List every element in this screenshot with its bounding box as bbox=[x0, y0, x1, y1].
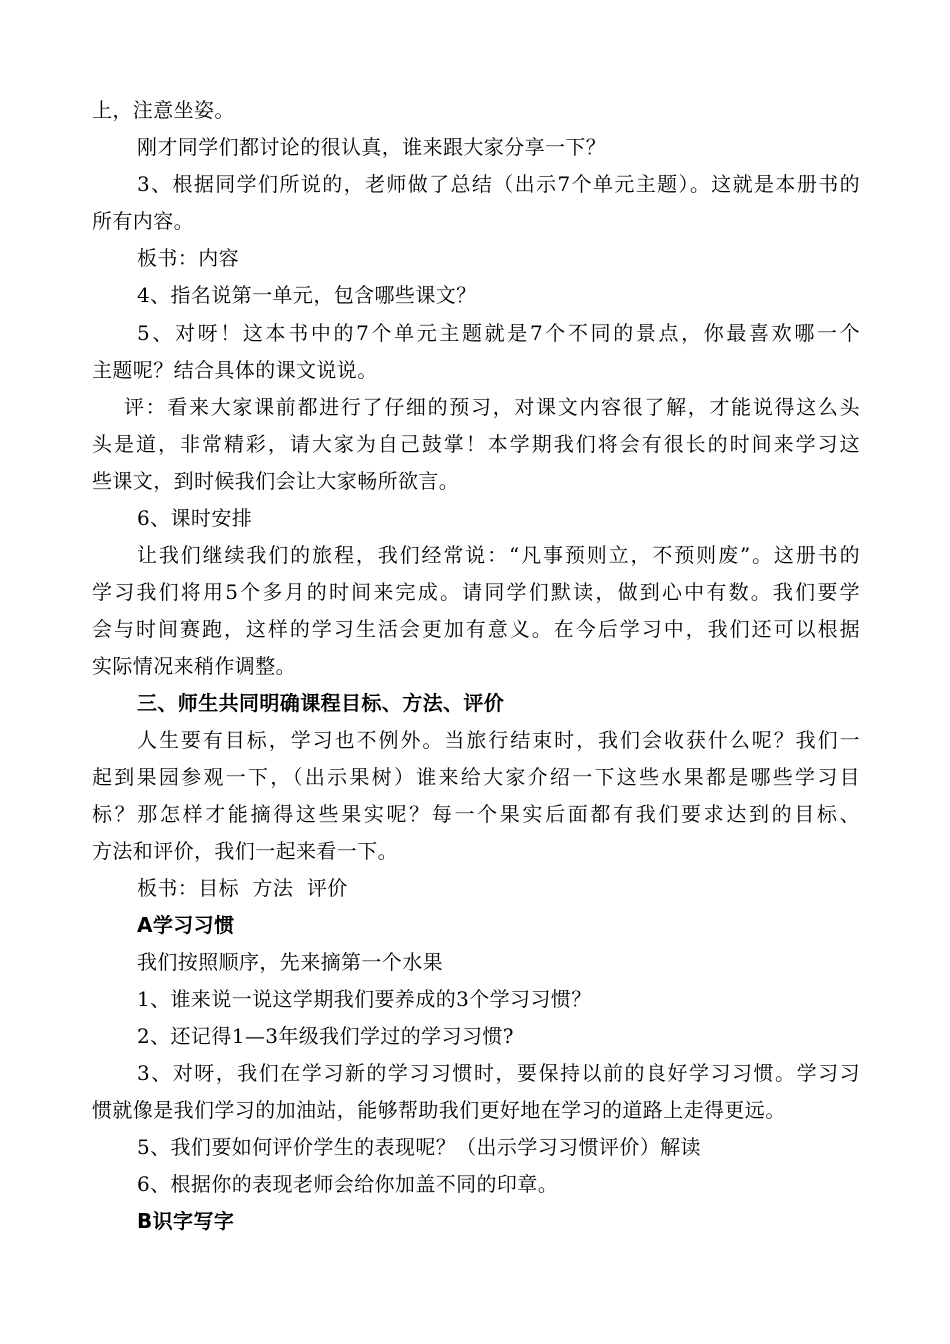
text-line: 主题呢？结合具体的课文说说。 bbox=[92, 358, 378, 382]
text-line: 让我们继续我们的旅程，我们经常说：“凡事预则立，不预则废”。这册书的 bbox=[137, 543, 860, 567]
text-line: 会与时间赛跑，这样的学习生活会更加有意义。在今后学习中，我们还可以根据 bbox=[92, 617, 860, 641]
text-line: 标？那怎样才能摘得这些果实呢？每一个果实后面都有我们要求达到的目标、 bbox=[92, 802, 860, 826]
text-line: 5、我们要如何评价学生的表现呢？（出示学习习惯评价）解读 bbox=[137, 1135, 701, 1159]
text-line: 4、指名说第一单元，包含哪些课文？ bbox=[137, 283, 477, 307]
text-line: 方法和评价，我们一起来看一下。 bbox=[92, 839, 398, 863]
subsection-heading: A学习习惯 bbox=[137, 913, 235, 937]
text-line: 3、对呀，我们在学习新的学习习惯时，要保持以前的良好学习习惯。学习习 bbox=[137, 1061, 860, 1085]
board-note: 板书：内容 bbox=[137, 246, 239, 270]
text-line: 6、课时安排 bbox=[137, 506, 253, 530]
text-line: 我们按照顺序，先来摘第一个水果 bbox=[137, 950, 443, 974]
board-note: 板书：目标 方法 评价 bbox=[137, 876, 348, 900]
text-line: 头是道，非常精彩，请大家为自己鼓掌！本学期我们将会有很长的时间来学习这 bbox=[92, 432, 860, 456]
subsection-heading: B识字写字 bbox=[137, 1209, 235, 1233]
text-line: 所有内容。 bbox=[92, 209, 194, 233]
text-line: 上，注意坐姿。 bbox=[92, 98, 235, 122]
text-line: 3、根据同学们所说的，老师做了总结（出示7个单元主题）。这就是本册书的 bbox=[137, 172, 860, 196]
text-line: 2、还记得1—3年级我们学过的学习习惯? bbox=[137, 1024, 514, 1048]
section-heading: 三、师生共同明确课程目标、方法、评价 bbox=[137, 691, 505, 715]
text-line: 惯就像是我们学习的加油站，能够帮助我们更好地在学习的道路上走得更远。 bbox=[92, 1098, 786, 1122]
text-line: 刚才同学们都讨论的很认真，谁来跟大家分享一下？ bbox=[137, 135, 607, 159]
text-line: 些课文，到时候我们会让大家畅所欲言。 bbox=[92, 469, 460, 493]
text-line: 起到果园参观一下，（出示果树）谁来给大家介绍一下这些水果都是哪些学习目 bbox=[92, 765, 860, 789]
text-line: 人生要有目标，学习也不例外。当旅行结束时，我们会收获什么呢？我们一 bbox=[137, 728, 860, 752]
text-line: 5、对呀！这本书中的7个单元主题就是7个不同的景点，你最喜欢哪一个 bbox=[137, 321, 860, 345]
text-line: 实际情况来稍作调整。 bbox=[92, 654, 296, 678]
text-line: 6、根据你的表现老师会给你加盖不同的印章。 bbox=[137, 1172, 559, 1196]
text-line: 评：看来大家课前都进行了仔细的预习，对课文内容很了解，才能说得这么头 bbox=[124, 395, 860, 419]
text-line: 学习我们将用5个多月的时间来完成。请同学们默读，做到心中有数。我们要学 bbox=[92, 580, 860, 604]
text-line: 1、谁来说一说这学期我们要养成的3个学习习惯？ bbox=[137, 987, 592, 1011]
